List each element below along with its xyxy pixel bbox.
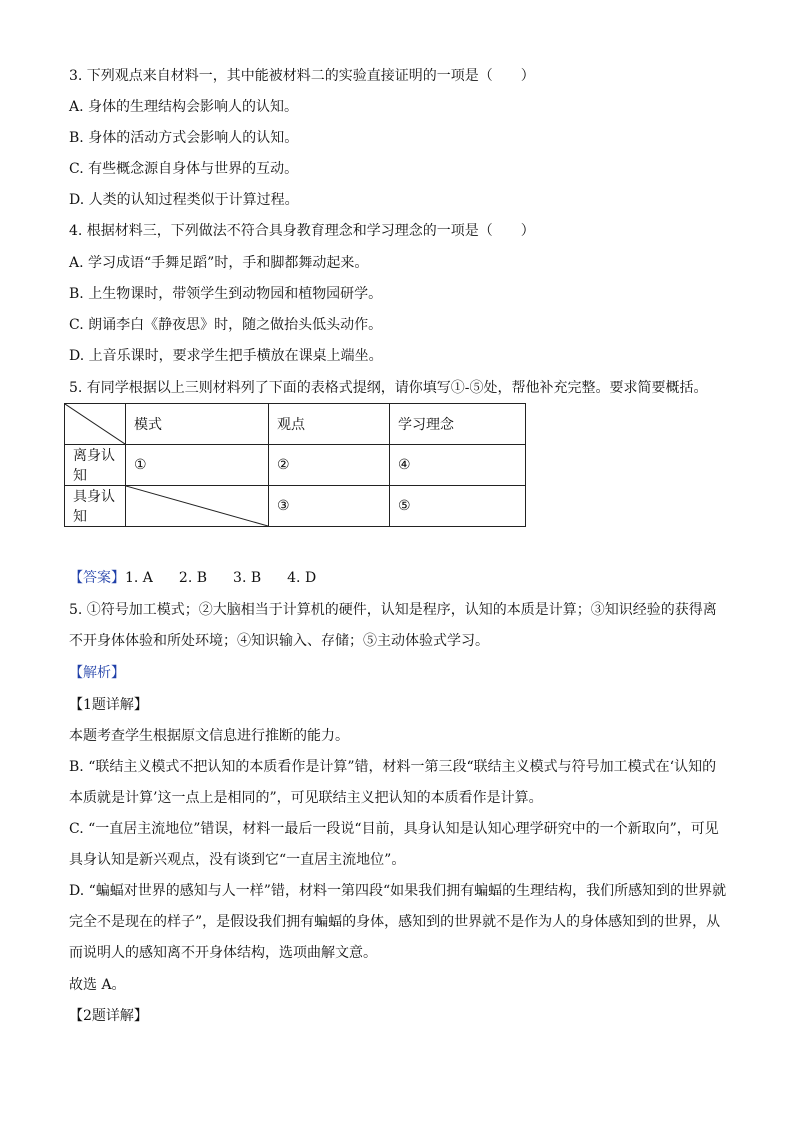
analysis-option-b: B. “联结主义模式不把认知的本质看作是计算”错，材料一第三段“联结主义模式与符号加工模式在‘认知的本质就是计算’这一点上是相同的”，可见联结主义把认知的本质看作是计算。 — [69, 759, 717, 806]
q3-option-a: A. 身体的生理结构会影响人的认知。 — [69, 99, 299, 115]
table-corner-cell — [65, 404, 126, 445]
table-header-row — [65, 404, 526, 445]
q3-option-c: C. 有些概念源自身体与世界的互动。 — [69, 161, 299, 177]
table-cell-blank — [126, 486, 269, 527]
answer-item: 2. B — [178, 570, 208, 586]
table-header-cell: 学习理念 — [390, 404, 526, 445]
q1-detail-title: 【1题详解】 — [69, 697, 148, 713]
table-row — [65, 486, 526, 527]
analysis-option-d: D. “蝙蝠对世界的感知与人一样”错，材料一第四段“如果我们拥有蝙蝠的生理结构，我们所感知到的世界就完全不是现在的样子”，是假设我们拥有蝙蝠的身体，感知到的世界就不是作为人的身体感知到的世界，从而说明人的感知离不开身体结构，选项曲解文意。 — [69, 883, 727, 961]
answer-item: 3. B — [233, 570, 262, 586]
q4-option-d: D. 上音乐课时，要求学生把手横放在课桌上端坐。 — [69, 348, 383, 364]
diagonal-line-icon — [126, 486, 268, 526]
analysis-conclusion: 故选 A。 — [69, 977, 126, 993]
q5-stem: 5. 有同学根据以上三则材料列了下面的表格式提纲，请你填写①-⑤处，帮他补充完整。要求简要概括。 — [69, 380, 708, 396]
table-cell: ⑤ — [390, 486, 526, 527]
table-header-cell: 模式 — [126, 404, 269, 445]
q4-option-b: B. 上生物课时，带领学生到动物园和植物园研学。 — [69, 286, 383, 302]
table-cell: ② — [269, 445, 390, 486]
q3-stem: 3. 下列观点来自材料一，其中能被材料二的实验直接证明的一项是（ ） — [69, 68, 535, 84]
table-row — [65, 445, 526, 486]
table-row-label: 具身认知 — [65, 486, 126, 527]
answer-item: 4. D — [287, 570, 317, 586]
q2-detail-title: 【2题详解】 — [69, 1008, 148, 1024]
q4-stem: 4. 根据材料三，下列做法不符合具身教育理念和学习理念的一项是（ ） — [69, 223, 535, 239]
diagonal-line-icon — [65, 404, 125, 444]
analysis-label: 【解析】 — [69, 665, 125, 681]
table-cell: ③ — [269, 486, 390, 527]
table-row-label: 离身认知 — [65, 445, 126, 486]
answer-label: 【答案】 — [69, 570, 125, 586]
table-header-cell: 观点 — [269, 404, 390, 445]
answer-q5: 5. ①符号加工模式；②大脑相当于计算机的硬件，认知是程序，认知的本质是计算；③知识经验的获得离不开身体体验和所处环境；④知识输入、存储；⑤主动体验式学习。 — [69, 602, 717, 649]
answer-line — [69, 568, 342, 588]
q3-option-d: D. 人类的认知过程类似于计算过程。 — [69, 192, 299, 208]
analysis-option-c: C. “一直居主流地位”错误，材料一最后一段说“目前，具身认知是认知心理学研究中的一个新取向”，可见具身认知是新兴观点，没有谈到它“一直居主流地位”。 — [69, 821, 719, 868]
q3-option-b: B. 身体的活动方式会影响人的认知。 — [69, 130, 299, 146]
q4-option-a: A. 学习成语“手舞足蹈”时，手和脚都舞动起来。 — [69, 255, 369, 271]
outline-table — [64, 403, 526, 527]
q4-option-c: C. 朗诵李白《静夜思》时，随之做抬头低头动作。 — [69, 317, 383, 333]
answer-item: 1. A — [125, 570, 153, 586]
table-cell: ① — [126, 445, 269, 486]
table-cell: ④ — [390, 445, 526, 486]
analysis-intro: 本题考查学生根据原文信息进行推断的能力。 — [69, 728, 349, 744]
